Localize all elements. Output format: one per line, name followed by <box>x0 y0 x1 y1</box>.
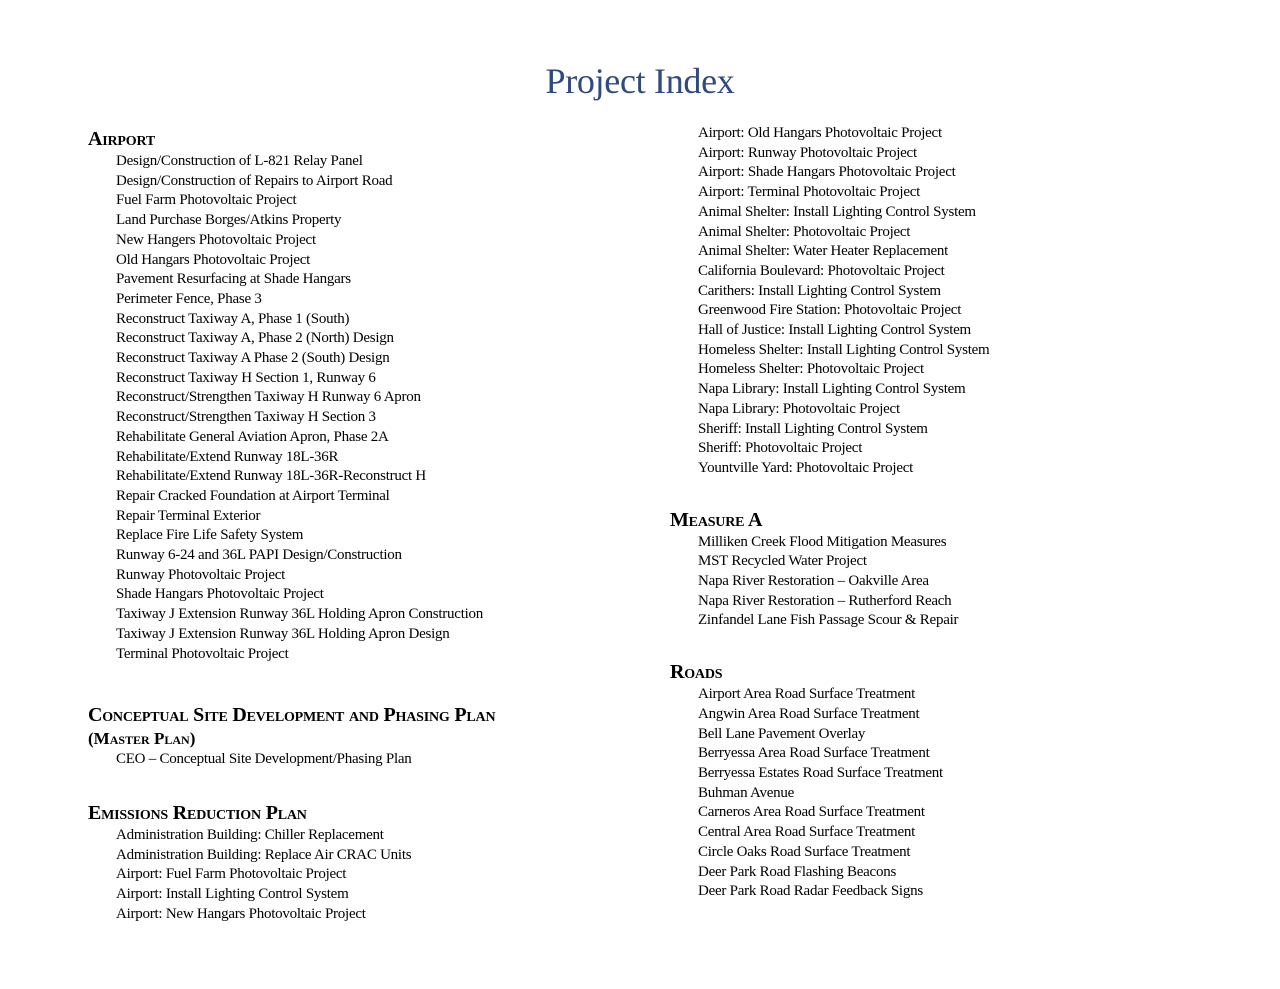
list-item: Runway Photovoltaic Project <box>116 566 286 583</box>
list-item: Pavement Resurfacing at Shade Hangars <box>116 271 351 288</box>
emissions-list <box>88 826 648 925</box>
list-item: Napa River Restoration – Oakville Area <box>698 573 929 590</box>
list-item: New Hangers Photovoltaic Project <box>116 231 316 248</box>
list-item: Berryessa Estates Road Surface Treatment <box>698 764 943 781</box>
list-item: MST Recycled Water Project <box>698 553 867 570</box>
list-item: Reconstruct Taxiway H Section 1, Runway 6 <box>116 369 376 386</box>
list-item: Angwin Area Road Surface Treatment <box>698 705 920 722</box>
section-roads <box>670 659 1250 902</box>
left-column <box>88 126 648 925</box>
list-item: Runway 6-24 and 36L PAPI Design/Construction <box>116 547 402 564</box>
list-item: Buhman Avenue <box>698 784 795 801</box>
list-item: Airport: Install Lighting Control System <box>116 886 349 903</box>
list-item: California Boulevard: Photovoltaic Project <box>698 262 945 279</box>
list-item: Reconstruct Taxiway A Phase 2 (South) Design <box>116 350 390 367</box>
list-item: Airport: Terminal Photovoltaic Project <box>698 184 921 201</box>
list-item: Rehabilitate/Extend Runway 18L-36R-Reconstruct H <box>116 468 427 485</box>
list-item: Hall of Justice: Install Lighting Control System <box>698 322 971 339</box>
measure-a-list <box>670 533 1250 632</box>
list-item: Sheriff: Install Lighting Control System <box>698 420 928 437</box>
list-item: Fuel Farm Photovoltaic Project <box>116 192 297 209</box>
section-heading-measure-a: Measure A <box>670 508 763 531</box>
list-item: Yountville Yard: Photovoltaic Project <box>698 459 914 476</box>
list-item: Airport Area Road Surface Treatment <box>698 686 916 703</box>
list-item: Carneros Area Road Surface Treatment <box>698 804 925 821</box>
list-item: Napa Library: Photovoltaic Project <box>698 400 900 417</box>
list-item: Napa Library: Install Lighting Control System <box>698 381 966 398</box>
section-heading-conceptual: Conceptual Site Development and Phasing Plan <box>88 704 496 727</box>
section-airport <box>88 126 648 664</box>
list-item: Rehabilitate/Extend Runway 18L-36R <box>116 448 339 465</box>
conceptual-list <box>88 750 648 770</box>
list-item: Milliken Creek Flood Mitigation Measures <box>698 533 947 550</box>
list-item: Animal Shelter: Water Heater Replacement <box>698 243 949 260</box>
list-item: Repair Terminal Exterior <box>116 507 261 524</box>
list-item: Airport: New Hangars Photovoltaic Project <box>116 905 366 922</box>
list-item: Homeless Shelter: Photovoltaic Project <box>698 361 924 378</box>
emissions-continued-list <box>670 124 1250 479</box>
list-item: Airport: Runway Photovoltaic Project <box>698 144 917 161</box>
list-item: Circle Oaks Road Surface Treatment <box>698 843 911 860</box>
list-item: Airport: Shade Hangars Photovoltaic Project <box>698 164 956 181</box>
list-item: Animal Shelter: Photovoltaic Project <box>698 223 911 240</box>
list-item: Homeless Shelter: Install Lighting Control System <box>698 341 990 358</box>
list-item: Airport: Fuel Farm Photovoltaic Project <box>116 866 347 883</box>
list-item: Land Purchase Borges/Atkins Property <box>116 212 342 229</box>
list-item: Administration Building: Chiller Replacement <box>116 826 384 843</box>
right-column <box>670 126 1250 902</box>
list-item: Central Area Road Surface Treatment <box>698 824 916 841</box>
list-item: Replace Fire Life Safety System <box>116 527 304 544</box>
page-title: Project Index <box>545 61 735 101</box>
list-item: Reconstruct Taxiway A, Phase 1 (South) <box>116 310 350 327</box>
list-item: Napa River Restoration – Rutherford Reach <box>698 592 952 609</box>
airport-list <box>88 152 648 664</box>
list-item: Reconstruct/Strengthen Taxiway H Runway 6 Apron <box>116 389 421 406</box>
list-item: Perimeter Fence, Phase 3 <box>116 290 262 307</box>
section-conceptual <box>88 702 648 770</box>
list-item: Berryessa Area Road Surface Treatment <box>698 745 930 762</box>
list-item: Deer Park Road Flashing Beacons <box>698 863 897 880</box>
list-item: Shade Hangars Photovoltaic Project <box>116 586 324 603</box>
list-item: Greenwood Fire Station: Photovoltaic Project <box>698 302 962 319</box>
list-item: Sheriff: Photovoltaic Project <box>698 440 863 457</box>
list-item: Administration Building: Replace Air CRAC Units <box>116 846 412 863</box>
list-item: CEO – Conceptual Site Development/Phasing Plan <box>116 751 412 768</box>
list-item: Bell Lane Pavement Overlay <box>698 725 866 742</box>
list-item: Taxiway J Extension Runway 36L Holding Apron Construction <box>116 606 484 623</box>
list-item: Rehabilitate General Aviation Apron, Phase 2A <box>116 428 389 445</box>
list-item: Design/Construction of Repairs to Airport Road <box>116 172 393 189</box>
list-item: Design/Construction of L-821 Relay Panel <box>116 153 363 169</box>
list-item: Airport: Old Hangars Photovoltaic Project <box>698 125 942 141</box>
list-item: Old Hangars Photovoltaic Project <box>116 251 311 268</box>
section-heading-airport: Airport <box>88 128 155 150</box>
list-item: Repair Cracked Foundation at Airport Terminal <box>116 487 390 504</box>
roads-list <box>670 685 1250 902</box>
section-heading-emissions: Emissions Reduction Plan <box>88 801 307 824</box>
section-subheading-master-plan: (Master Plan) <box>88 729 196 749</box>
section-emissions <box>88 800 648 925</box>
list-item: Reconstruct/Strengthen Taxiway H Section 3 <box>116 409 376 426</box>
list-item: Carithers: Install Lighting Control System <box>698 282 941 299</box>
list-item: Terminal Photovoltaic Project <box>116 645 289 662</box>
section-heading-roads: Roads <box>670 661 723 684</box>
list-item: Taxiway J Extension Runway 36L Holding Apron Design <box>116 625 450 642</box>
section-measure-a <box>670 507 1250 632</box>
list-item: Zinfandel Lane Fish Passage Scour & Repair <box>698 612 959 629</box>
list-item: Animal Shelter: Install Lighting Control System <box>698 203 976 220</box>
list-item: Reconstruct Taxiway A, Phase 2 (North) Design <box>116 330 394 347</box>
list-item: Deer Park Road Radar Feedback Signs <box>698 883 923 900</box>
